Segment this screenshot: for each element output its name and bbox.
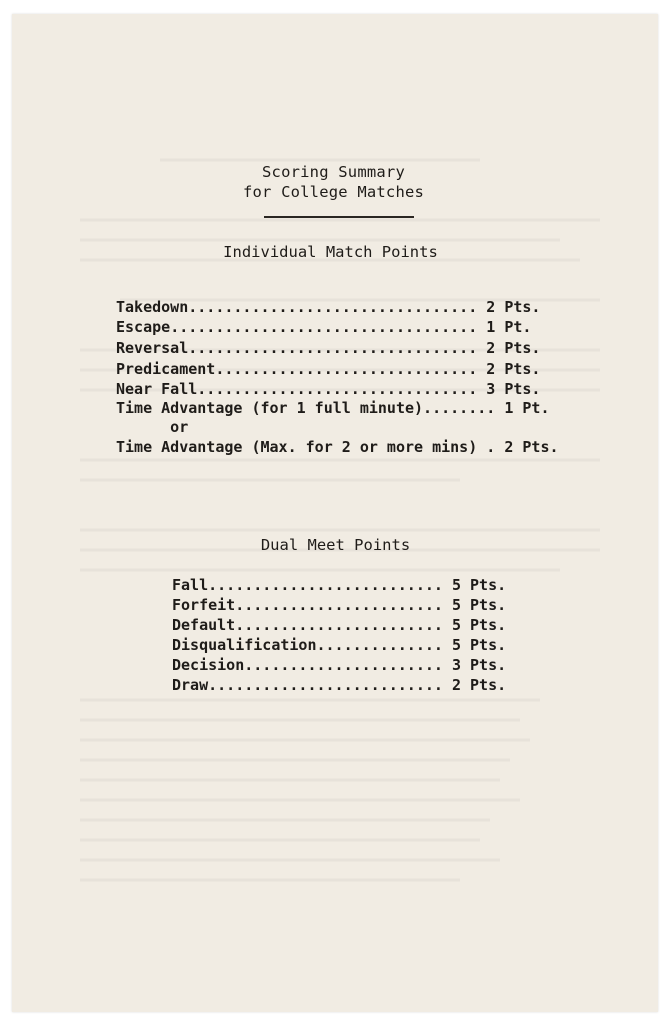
row-leader-dots: .................................. (170, 318, 478, 336)
row-points: 5 Pts. (442, 576, 507, 594)
row-label: Predicament (116, 360, 216, 378)
row-label: Default (172, 616, 236, 634)
bleed-through-texture (60, 150, 620, 910)
document-title: Scoring Summary (262, 163, 405, 181)
row-points: 5 Pts. (442, 596, 507, 614)
row-leader-dots: . (477, 438, 496, 456)
row-leader-dots: ................................ (188, 298, 478, 316)
row-label: Escape (116, 318, 171, 336)
row-points: 2 Pts. (477, 339, 541, 357)
row-leader-dots: ................................ (188, 339, 478, 357)
row-label: Time Advantage (for 1 full minute) (116, 399, 424, 417)
individual-row-takedown (116, 298, 540, 316)
row-label: Forfeit (172, 596, 236, 614)
row-points: 2 Pts. (442, 676, 507, 694)
row-points: 1 Pt. (477, 318, 532, 336)
individual-row-near-fall (116, 380, 540, 398)
individual-row-time-advantage-max (116, 438, 559, 456)
row-leader-dots: .......................... (208, 676, 443, 694)
row-label: Takedown (116, 298, 189, 316)
row-leader-dots: .......................... (208, 576, 443, 594)
row-leader-dots: .............. (316, 636, 443, 654)
row-label: Draw (172, 676, 209, 694)
row-leader-dots: ...................... (244, 656, 443, 674)
row-label: Fall (172, 576, 209, 594)
row-points: 2 Pts. (495, 438, 559, 456)
dual-row-default (172, 616, 506, 634)
row-leader-dots: ............................. (215, 360, 478, 378)
row-label: or (116, 418, 189, 436)
dual-row-decision (172, 656, 506, 674)
individual-points-heading: Individual Match Points (223, 243, 438, 261)
row-label: Time Advantage (Max. for 2 or more mins) (116, 438, 478, 456)
row-points: 1 Pt. (495, 399, 550, 417)
title-underline (264, 216, 414, 218)
row-label: Disqualification (172, 636, 317, 654)
row-leader-dots: ....................... (235, 616, 443, 634)
row-leader-dots: ........ (423, 399, 496, 417)
row-points: 2 Pts. (477, 360, 541, 378)
individual-row-escape (116, 318, 531, 336)
row-leader-dots: ............................... (197, 380, 478, 398)
row-points: 5 Pts. (442, 616, 507, 634)
dual-row-draw (172, 676, 506, 694)
row-points: 3 Pts. (442, 656, 507, 674)
individual-row-reversal (116, 339, 540, 357)
row-label: Decision (172, 656, 245, 674)
document-subtitle: for College Matches (242, 183, 425, 201)
row-label: Reversal (116, 339, 189, 357)
dual-row-disqualification (172, 636, 506, 654)
dual-row-forfeit (172, 596, 506, 614)
individual-row-time-advantage-1 (116, 399, 549, 417)
row-leader-dots: ....................... (235, 596, 443, 614)
individual-row-or (116, 418, 188, 436)
row-points: 3 Pts. (477, 380, 541, 398)
row-points: 2 Pts. (477, 298, 541, 316)
row-label: Near Fall (116, 380, 198, 398)
dual-row-fall (172, 576, 506, 594)
dual-meet-points-heading: Dual Meet Points (260, 536, 411, 554)
individual-row-predicament (116, 360, 540, 378)
row-points: 5 Pts. (442, 636, 507, 654)
